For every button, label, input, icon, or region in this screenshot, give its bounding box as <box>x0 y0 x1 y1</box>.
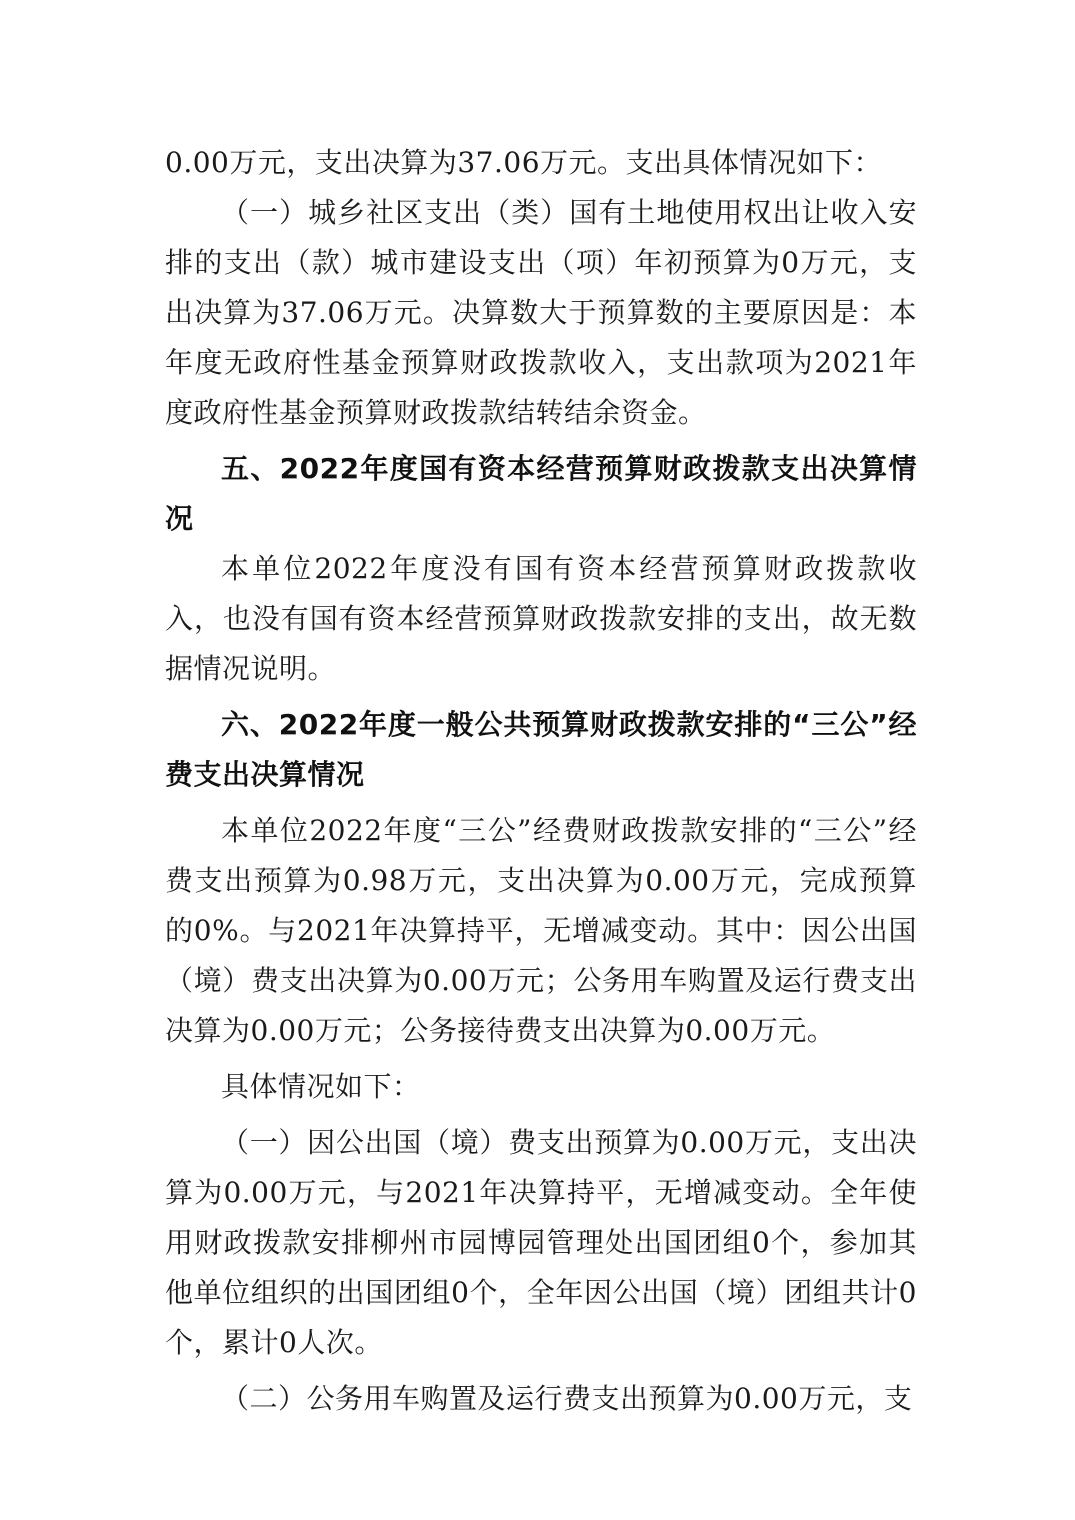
document-body <box>165 138 917 1424</box>
section-heading-five: 五、2022年度国有资本经营预算财政拨款支出决算情况 <box>165 452 917 535</box>
paragraph-vehicle-expense: （二）公务用车购置及运行费支出预算为0.00万元，支 <box>221 1382 913 1415</box>
paragraph-three-public-expenses: 本单位2022年度“三公”经费财政拨款安排的“三公”经费支出预算为0.98万元，支出决算为0.00万元，完成预算的0%。与2021年决算持平，无增减变动。其中：因公出国（境）费支出决算为0.00万元；公务用车购置及运行费支出决算为0.00万元；公务接待费支出决算为0.00万元。 <box>165 814 917 1047</box>
paragraph-details-intro: 具体情况如下： <box>221 1070 421 1103</box>
paragraph-overseas-travel: （一）因公出国（境）费支出预算为0.00万元，支出决算为0.00万元，与2021年决算持平，无增减变动。全年使用财政拨款安排柳州市园博园管理处出国团组0个，参加其他单位组织的出国团组0个，全年因公出国（境）团组共计0个，累计0人次。 <box>165 1126 917 1359</box>
paragraph-urban-rural-expense: （一）城乡社区支出（类）国有土地使用权出让收入安排的支出（款）城市建设支出（项）年初预算为0万元，支出决算为37.06万元。决算数大于预算数的主要原因是：本年度无政府性基金预算财政拨款收入，支出款项为2021年度政府性基金预算财政拨款结转结余资金。 <box>165 196 917 429</box>
paragraph-state-capital: 本单位2022年度没有国有资本经营预算财政拨款收入，也没有国有资本经营预算财政拨款安排的支出，故无数据情况说明。 <box>165 552 917 685</box>
paragraph-continuation: 0.00万元，支出决算为37.06万元。支出具体情况如下： <box>165 146 883 179</box>
section-heading-six: 六、2022年度一般公共预算财政拨款安排的“三公”经费支出决算情况 <box>165 708 917 791</box>
